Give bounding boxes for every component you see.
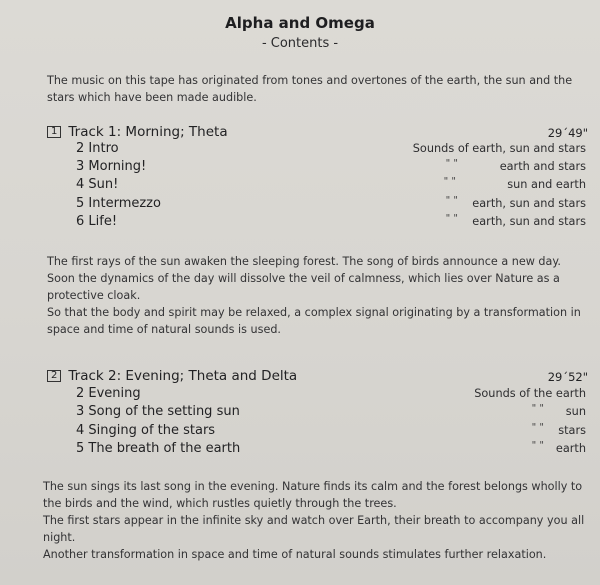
track-1-item [76,177,586,195]
track-1-paragraph: The first rays of the sun awaken the sleeping forest. The song of birds announce a new day. Soon the dynamics of the day will dissolve the veil of calmness, which lies over Nature as a protective cloak. So that the body and spirit may be relaxed, a complex signal originating by a transformation in space and time of natural sounds is used. [47,255,581,336]
track-1-item [76,141,586,159]
ditto-mark: " " [445,195,458,206]
ditto-mark: " " [531,440,544,451]
track-1-duration: 29´49" [547,126,588,140]
track-1-item-desc: Sounds of earth, sun and stars [412,142,586,155]
track-2-item [76,404,586,422]
ditto-mark: " " [445,158,458,169]
ditto-mark: " " [531,422,544,433]
track-2-item-label: 5 The breath of the earth [76,441,241,456]
track-1-item-desc: earth, sun and stars [472,197,586,210]
track-2-item [76,441,586,459]
ditto-mark: " " [531,403,544,414]
track-1-item [76,196,586,214]
track-2-item [76,423,586,441]
track-2-title: Track 2: Evening; Theta and Delta [68,368,298,384]
track-1-item-label: 5 Intermezzo [76,196,161,211]
ditto-mark: " " [443,176,456,187]
track-2-item-desc: earth [555,442,586,455]
track-1-item-label: 6 Life! [76,214,118,229]
track-2-item-label: 3 Song of the setting sun [76,404,240,419]
track-1-heading [47,124,588,142]
track-1-item-label: 2 Intro [76,141,119,156]
track-1-item-desc: sun and earth [507,178,586,191]
track-2-heading [47,368,588,386]
track-2-item-desc: Sounds of the earth [474,387,586,400]
track-1-title: Track 1: Morning; Theta [68,124,228,140]
track-2-paragraph: The sun sings its last song in the evening. Nature finds its calm and the forest belongs wholly to the birds and the wind, which rustles quietly through the trees. The first stars appear in the infinite sky and watch over Earth, their breath to accompany you all night. Another transformation in space and time of natural sounds stimulates further relaxation. [43,480,585,561]
track-2-item-desc: sun [565,405,586,418]
page-subtitle: - Contents - [261,36,339,51]
track-2-item-desc: stars [558,424,586,437]
ditto-mark: " " [445,213,458,224]
intro-paragraph: The music on this tape has originated from tones and overtones of the earth, the sun and the stars which have been made audible. [47,74,573,104]
track-1-item-desc: earth, sun and stars [472,215,586,228]
track-1-number-box: 1 [47,126,61,138]
track-1-item-label: 3 Morning! [76,159,147,174]
track-1-item-desc: earth and stars [499,160,586,173]
track-2-number-box: 2 [47,370,61,382]
track-1-item [76,214,586,232]
track-2-duration: 29´52" [547,370,588,384]
track-1-item-label: 4 Sun! [76,177,119,192]
page-title: Alpha and Omega [225,14,375,32]
track-2-item-label: 4 Singing of the stars [76,423,216,438]
track-2-item [76,386,586,404]
track-1-item [76,159,586,177]
track-2-item-label: 2 Evening [76,386,141,401]
